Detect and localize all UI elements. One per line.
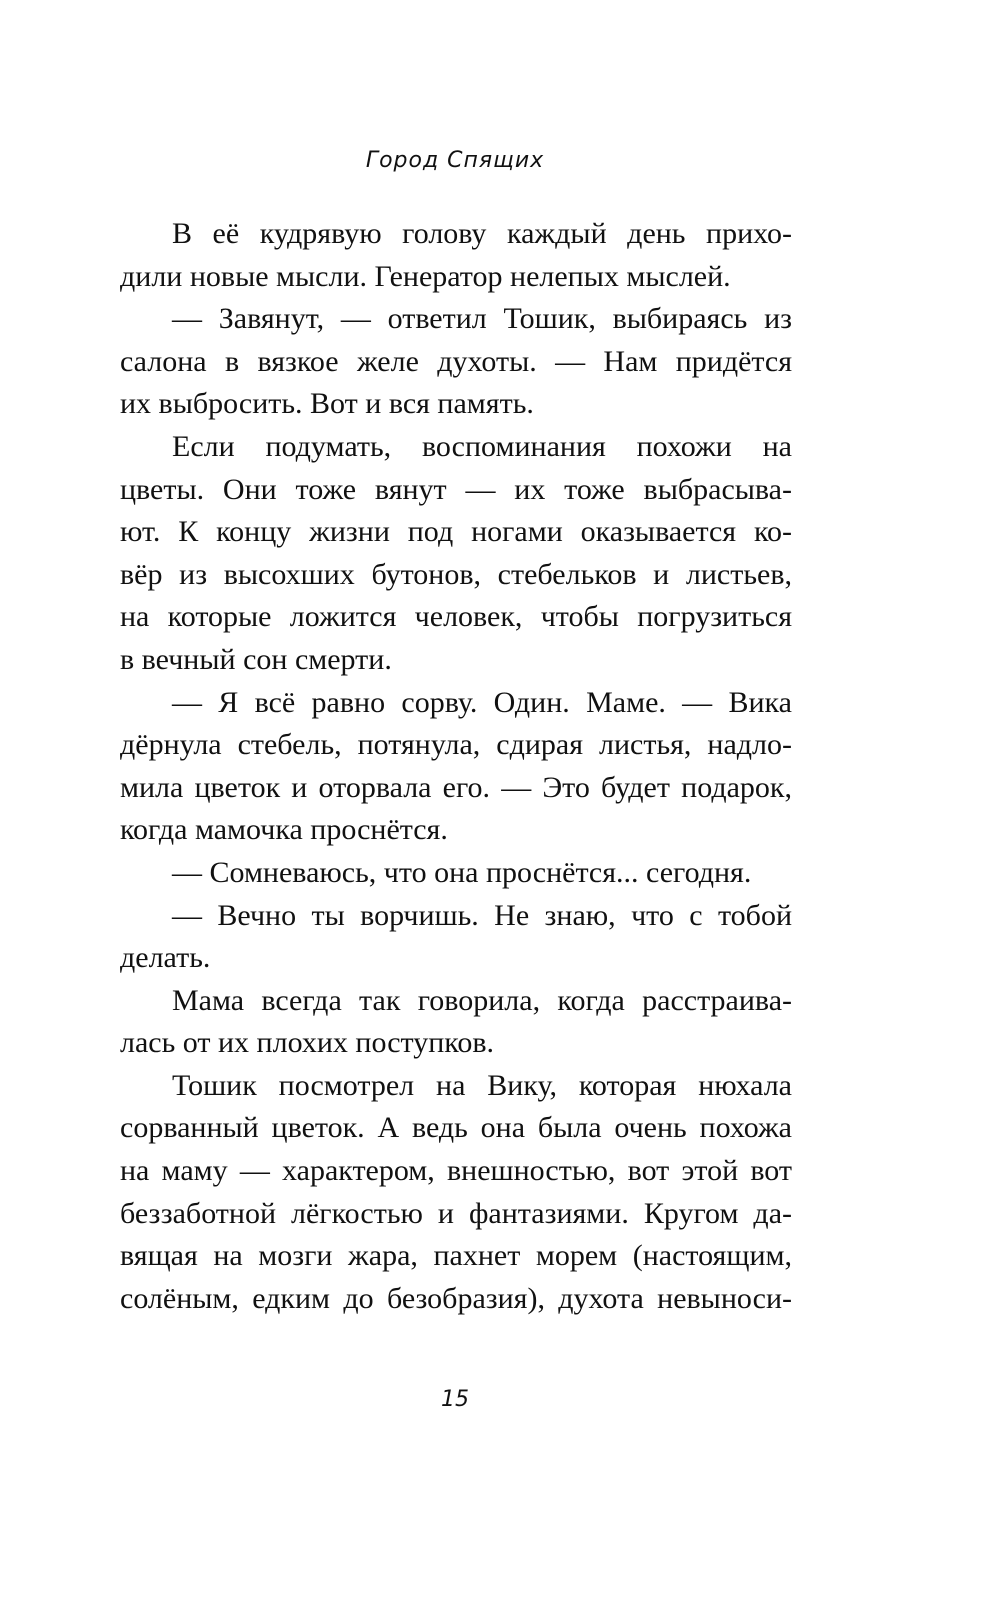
text-line: их выбросить. Вот и вся память.	[120, 387, 534, 421]
text-line: солёным, едким до безобразия), духота невыноси-	[120, 1281, 792, 1315]
text-line: дили новые мысли. Генератор нелепых мыслей.	[120, 259, 731, 293]
text-line: в вечный сон смерти.	[120, 642, 392, 676]
text-line: Тошик посмотрел на Вику, которая нюхала	[172, 1068, 792, 1102]
text-line: ют. К концу жизни под ногами оказывается ко-	[120, 515, 792, 549]
text-line: дёрнула стебель, потянула, сдирая листья, надло-	[120, 728, 792, 762]
text-line: лась от их плохих поступков.	[120, 1026, 494, 1060]
text-line: — Я всё равно сорву. Один. Маме. — Вика	[172, 685, 792, 719]
text-line: салона в вязкое желе духоты. — Нам придётся	[120, 344, 792, 378]
text-line: на которые ложится человек, чтобы погрузиться	[120, 600, 792, 634]
text-line: беззаботной лёгкостью и фантазиями. Кругом да-	[120, 1196, 792, 1230]
text-line: вёр из высохших бутонов, стебельков и листьев,	[120, 557, 792, 591]
text-line: — Завянут, — ответил Тошик, выбираясь из	[172, 302, 792, 336]
body-text	[120, 213, 792, 1320]
text-line: — Сомневаюсь, что она проснётся... сегодня.	[172, 855, 752, 889]
page-number: 15	[441, 1387, 469, 1412]
text-line: цветы. Они тоже вянут — их тоже выбрасыва-	[120, 472, 792, 506]
text-line: Если подумать, воспоминания похожи на	[172, 429, 792, 463]
text-line: мила цветок и оторвала его. — Это будет подарок,	[120, 770, 792, 804]
text-line: вящая на мозги жара, пахнет морем (настоящим,	[120, 1239, 792, 1273]
text-line: Мама всегда так говорила, когда расстраива-	[172, 983, 792, 1017]
text-line: на маму — характером, внешностью, вот этой вот	[120, 1154, 792, 1188]
running-head: Город Спящих	[365, 148, 545, 173]
text-line: сорванный цветок. А ведь она была очень похожа	[120, 1111, 792, 1145]
text-line: В её кудрявую голову каждый день прихо-	[172, 217, 792, 250]
text-line: делать.	[120, 941, 211, 975]
text-line: когда мамочка проснётся.	[120, 813, 448, 847]
text-line: — Вечно ты ворчишь. Не знаю, что с тобой	[172, 898, 792, 932]
